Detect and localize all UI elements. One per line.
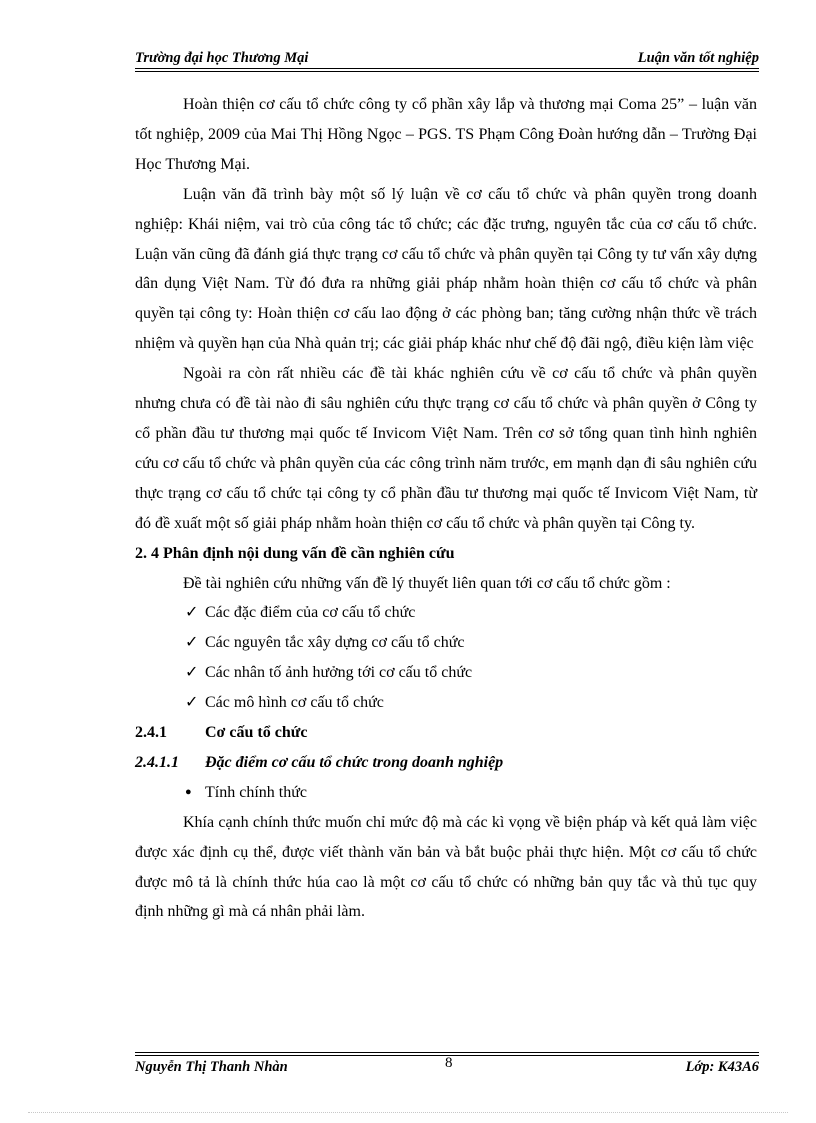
- checklist-item: [135, 628, 757, 658]
- page-edge-divider: [28, 1112, 788, 1113]
- section-number: 2.4.1.1: [135, 753, 179, 771]
- bullet-item: [135, 778, 757, 808]
- section-heading-2-4-1: [135, 718, 757, 748]
- page-body: [135, 90, 757, 927]
- check-icon: ✓: [185, 664, 199, 682]
- checklist-item-label: Các nguyên tắc xây dựng cơ cấu tổ chức: [205, 634, 465, 652]
- bullet-icon: ●: [185, 785, 192, 798]
- paragraph-thesis-summary: Luận văn đã trình bày một số lý luận về cơ cấu tổ chức và phân quyền trong doanh nghiệp: Khái niệm, vai trò của công tác tổ chức; các đặc trưng, nguyên tắc của cơ cấu tổ chức. Luận văn cũng đã đánh giá thực trạng cơ cấu tổ chức và phân quyền tại Công ty tư vấn xây dựng dân dụng Việt Nam. Từ đó đưa ra những giải pháp nhằm hoàn thiện cơ cấu tổ chức và phân quyền tại công ty: Hoàn thiện cơ cấu lao động ở các phòng ban; tăng cường nhận thức về trách nhiệm và quyền hạn của Nhà quản trị; các giải pháp khác như chế độ đãi ngộ, điều kiện làm việc: [135, 185, 757, 353]
- section-number: 2.4.1: [135, 724, 167, 742]
- paragraph-other-research: Ngoài ra còn rất nhiều các đề tài khác nghiên cứu về cơ cấu tổ chức và phân quyền nhưng chưa có đề tài nào đi sâu nghiên cứu thực trạng cơ cấu tổ chức và phân quyền ở Công ty cổ phần đầu tư thương mại quốc tế Invicom Việt Nam. Trên cơ sở tổng quan tình hình nghiên cứu cơ cấu tổ chức và phân quyền của các công trình năm trước, em mạnh dạn đi sâu nghiên cứu thực trạng cơ cấu tổ chức tại công ty cổ phần đầu tư thương mại quốc tế Invicom Việt Nam, từ đó đề xuất một số giải pháp nhằm hoàn thiện cơ cấu tổ chức và phân quyền tại Công ty.: [135, 365, 757, 532]
- header-rule-thin: [135, 71, 759, 72]
- check-icon: ✓: [185, 634, 199, 652]
- section-intro: Đề tài nghiên cứu những vấn đề lý thuyết liên quan tới cơ cấu tổ chức gồm :: [183, 574, 671, 592]
- checklist-item: [135, 598, 757, 628]
- section-title: Đặc điểm cơ cấu tổ chức trong doanh nghiệp: [205, 753, 504, 771]
- check-icon: ✓: [185, 694, 199, 712]
- footer-rule-thin: [135, 1052, 759, 1053]
- checklist-item: [135, 688, 757, 718]
- checklist-item-label: Các nhân tố ảnh hưởng tới cơ cấu tổ chức: [205, 664, 473, 682]
- header-rule-thick: [135, 68, 759, 69]
- checklist-item-label: Các đặc điểm của cơ cấu tổ chức: [205, 604, 416, 622]
- check-icon: ✓: [185, 604, 199, 622]
- page-number: 8: [445, 1055, 453, 1071]
- page-header: [135, 46, 759, 70]
- footer-class: Lớp: K43A6: [685, 1059, 759, 1075]
- checklist-item: [135, 658, 757, 688]
- header-doc-type: Luận văn tốt nghiệp: [637, 50, 759, 66]
- footer-author: Nguyễn Thị Thanh Nhàn: [135, 1059, 288, 1075]
- checklist-item-label: Các mô hình cơ cấu tổ chức: [205, 694, 384, 712]
- section-heading-2-4: 2. 4 Phân định nội dung vấn đề cần nghiên cứu: [135, 544, 455, 562]
- page-footer: [135, 1052, 759, 1078]
- bullet-item-label: Tính chính thức: [205, 783, 307, 801]
- paragraph-formality: Khía cạnh chính thức muốn chỉ mức độ mà các kì vọng về biện pháp và kết quả làm việc được xác định cụ thể, được viết thành văn bản và bắt buộc phải thực hiện. Một cơ cấu tổ chức được mô tả là chính thức húa cao là một cơ cấu tổ chức có những bản quy tắc và thủ tục quy định những gì mà cá nhân phải làm.: [135, 813, 757, 921]
- paragraph-reference: Hoàn thiện cơ cấu tổ chức công ty cổ phần xây lắp và thương mại Coma 25” – luận văn tốt nghiệp, 2009 của Mai Thị Hồng Ngọc – PGS. TS Phạm Công Đoàn hướng dẫn – Trường Đại Học Thương Mại.: [135, 96, 757, 173]
- header-university: Trường đại học Thương Mại: [135, 50, 309, 66]
- section-title: Cơ cấu tổ chức: [205, 724, 308, 742]
- section-heading-2-4-1-1: [135, 748, 757, 778]
